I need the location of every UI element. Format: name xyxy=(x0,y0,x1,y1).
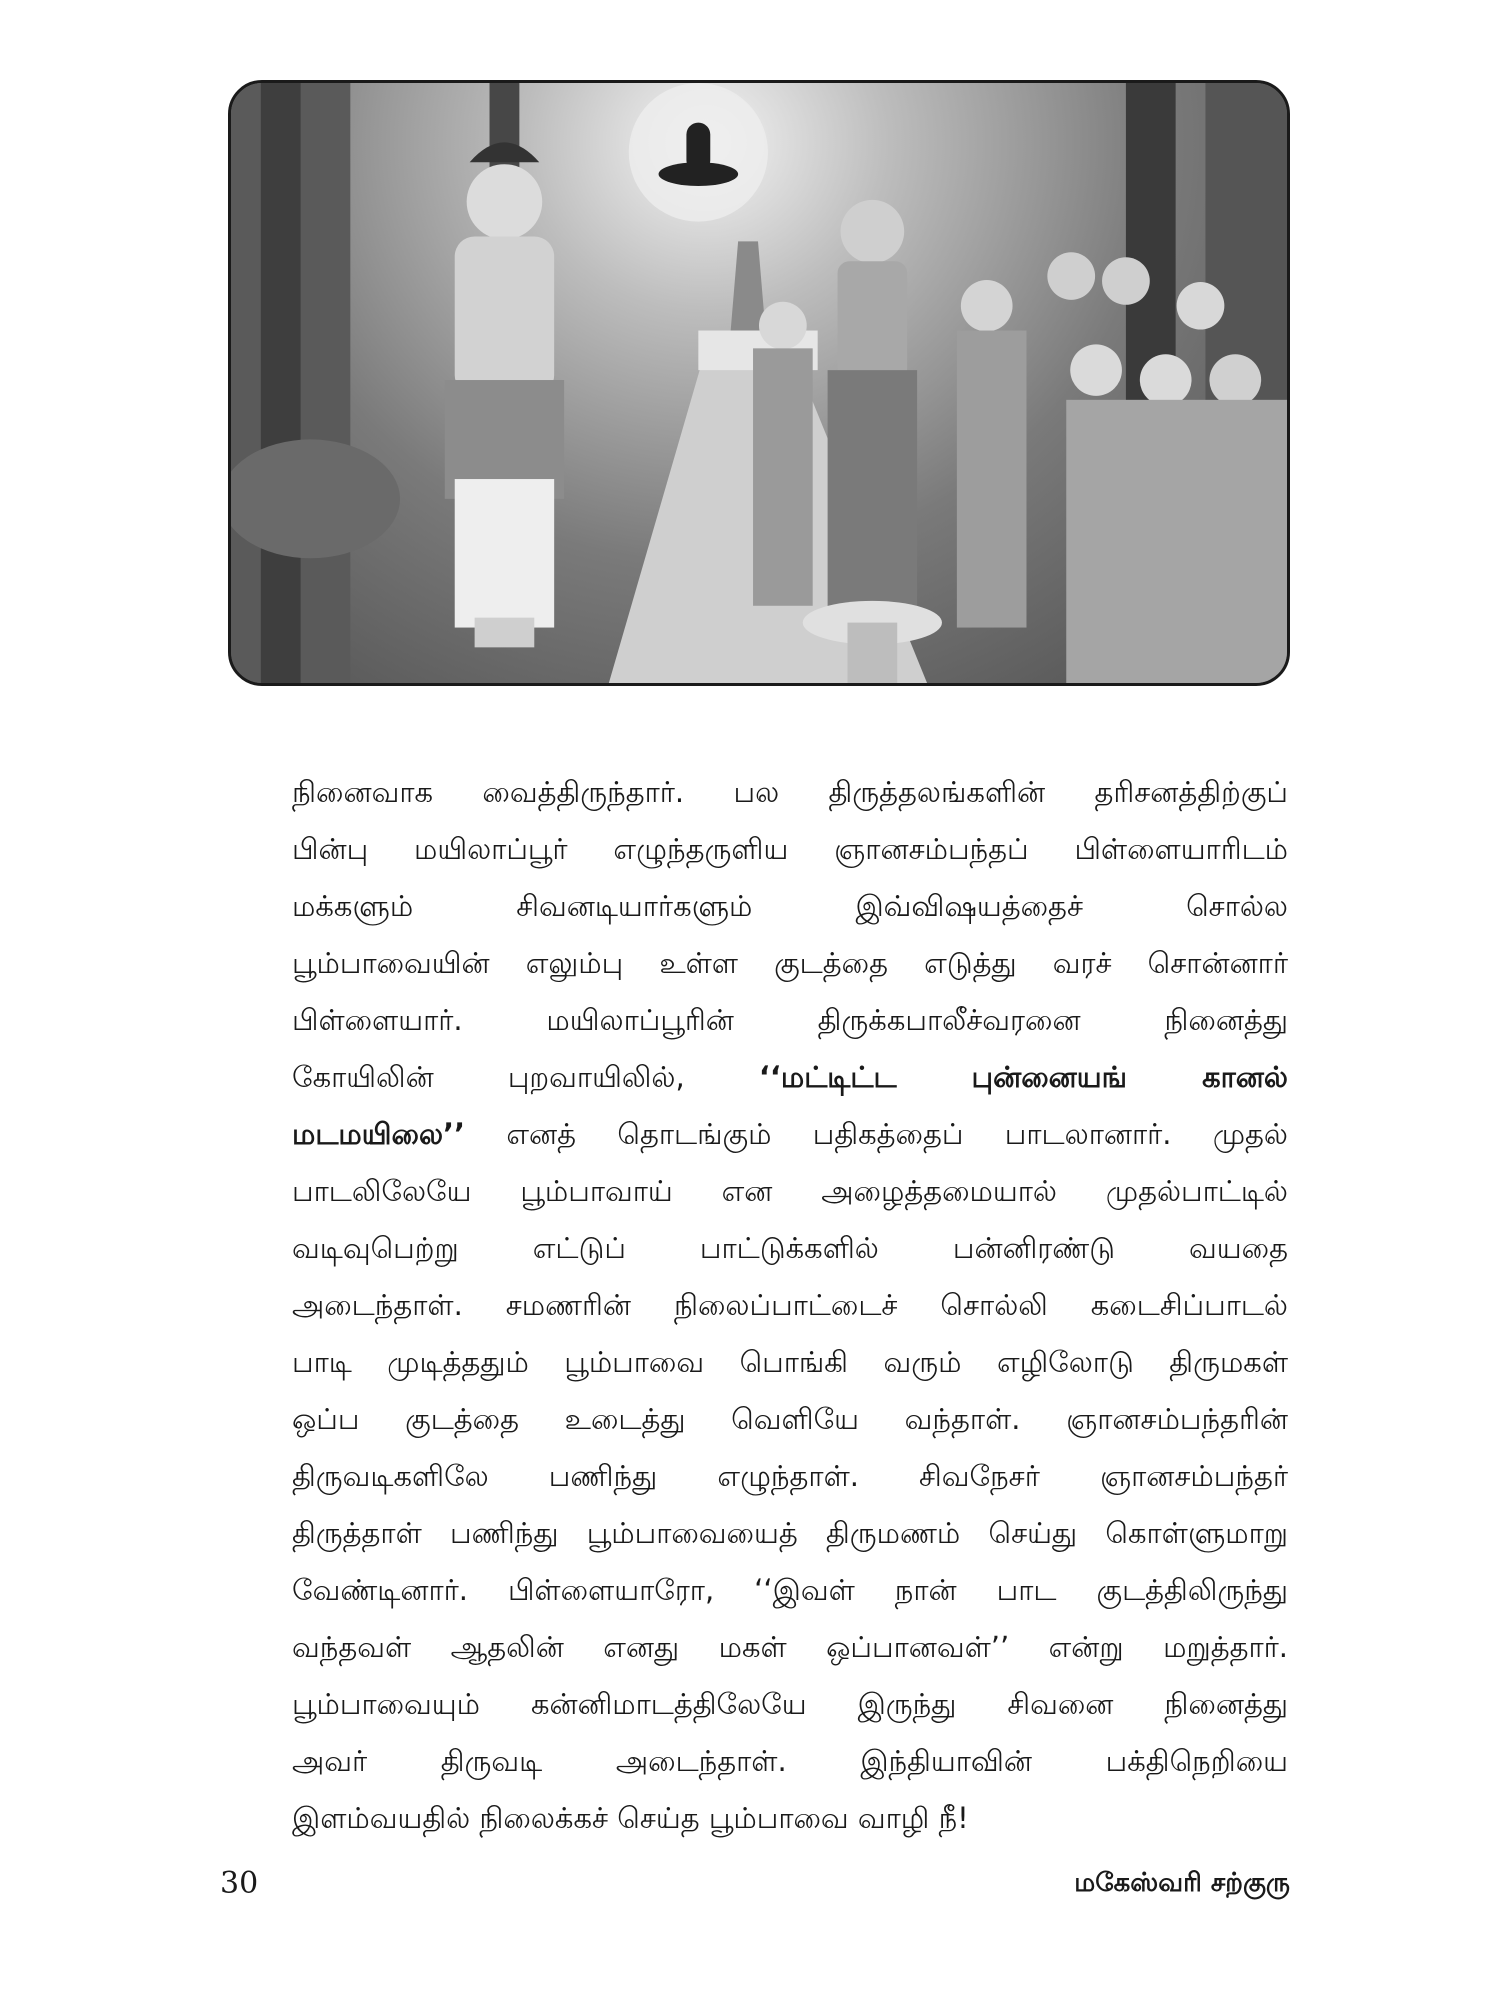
text-line: அவர் திருவடி அடைந்தாள். இந்தியாவின் பக்திநெறியை xyxy=(292,1744,1288,1778)
text-line xyxy=(292,1049,1288,1106)
text-line-start: கோயிலின் புறவாயிலில், xyxy=(292,1060,759,1094)
text-line: இளம்வயதில் நிலைக்கச் செய்த பூம்பாவை வாழி நீ! xyxy=(292,1801,969,1835)
text-line: வடிவுபெற்று எட்டுப் பாட்டுக்களில் பன்னிரண்டு வயதை xyxy=(292,1231,1288,1265)
quoted-hymn-title-end: மடமயிலை’’ xyxy=(292,1117,466,1151)
text-line: ஒப்ப குடத்தை உடைத்து வெளியே வந்தாள். ஞானசம்பந்தரின் xyxy=(292,1402,1288,1436)
text-line: நினைவாக வைத்திருந்தார். பல திருத்தலங்களின் தரிசனத்திற்குப் xyxy=(292,775,1288,809)
text-line: பாடலிலேயே பூம்பாவாய் என அழைத்தமையால் முதல்பாட்டில் xyxy=(292,1174,1288,1208)
page-number: 30 xyxy=(220,1866,259,1901)
text-line: வேண்டினார். பிள்ளையாரோ, ‘‘இவள் நான் பாட குடத்திலிருந்து xyxy=(292,1573,1288,1607)
text-line: வந்தவள் ஆதலின் எனது மகள் ஒப்பானவள்’’ என்று மறுத்தார். xyxy=(292,1630,1288,1664)
text-line: பின்பு மயிலாப்பூர் எழுந்தருளிய ஞானசம்பந்தப் பிள்ளையாரிடம் xyxy=(292,832,1288,866)
text-line: பூம்பாவையும் கன்னிமாடத்திலேயே இருந்து சிவனை நினைத்து xyxy=(292,1687,1288,1721)
text-line xyxy=(292,1106,1288,1163)
text-line: திருவடிகளிலே பணிந்து எழுந்தாள். சிவநேசர் ஞானசம்பந்தர் xyxy=(292,1459,1288,1493)
text-line: பூம்பாவையின் எலும்பு உள்ள குடத்தை எடுத்து வரச் சொன்னார் xyxy=(292,946,1288,980)
quoted-hymn-title: ‘‘மட்டிட்ட புன்னையங் கானல் xyxy=(758,1060,1288,1094)
text-line: அடைந்தாள். சமணரின் நிலைப்பாட்டைச் சொல்லி கடைசிப்பாடல் xyxy=(292,1288,1288,1322)
text-line: பாடி முடித்ததும் பூம்பாவை பொங்கி வரும் எழிலோடு திருமகள் xyxy=(292,1345,1288,1379)
text-line: திருத்தாள் பணிந்து பூம்பாவையைத் திருமணம் செய்து கொள்ளுமாறு xyxy=(292,1516,1288,1550)
text-line: பிள்ளையார். மயிலாப்பூரின் திருக்கபாலீச்வரனை நினைத்து xyxy=(292,1003,1288,1037)
illustration-image xyxy=(228,80,1290,686)
text-line: மக்களும் சிவனடியார்களும் இவ்விஷயத்தைச் சொல்ல xyxy=(292,889,1288,923)
text-line-end: எனத் தொடங்கும் பதிகத்தைப் பாடலானார். முதல் xyxy=(465,1117,1288,1151)
body-paragraph xyxy=(292,764,1288,1847)
author-name: மகேஸ்வரி சற்குரு xyxy=(1074,1868,1290,1898)
page-footer xyxy=(220,1866,1290,1906)
devotional-temple-scene-illustration-icon xyxy=(231,83,1287,683)
